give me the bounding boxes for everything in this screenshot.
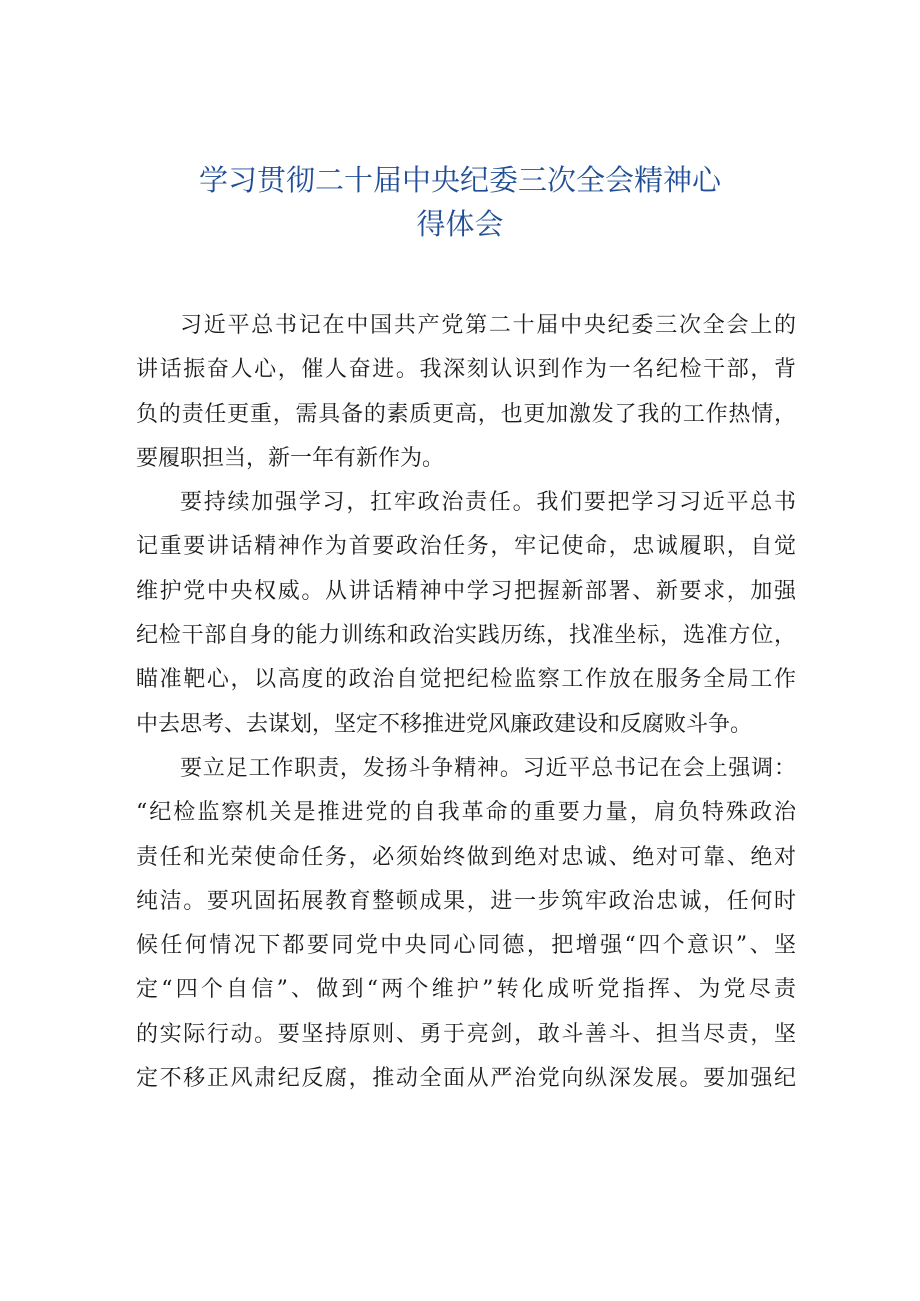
paragraph-line: 中去思考、去谋划，坚定不移推进党风廉政建设和反腐败斗争。 bbox=[136, 711, 753, 737]
paragraph-line: 要立足工作职责，发扬斗争精神。习近平总书记在会上强调： bbox=[180, 755, 796, 781]
paragraph-line: 定“四个自信”、做到“两个维护”转化成听党指挥、为党尽责 bbox=[136, 977, 796, 1003]
paragraph-line: 的实际行动。要坚持原则、勇于亮剑，敢斗善斗、担当尽责，坚 bbox=[136, 1021, 796, 1047]
paragraph-2 bbox=[136, 481, 796, 747]
paragraph-line: 瞄准靶心，以高度的政治自觉把纪检监察工作放在服务全局工作 bbox=[136, 667, 796, 693]
paragraph-line: 维护党中央权威。从讲话精神中学习把握新部署、新要求，加强 bbox=[136, 578, 796, 604]
paragraph-line: “纪检监察机关是推进党的自我革命的重要力量，肩负特殊政治 bbox=[136, 800, 796, 826]
paragraph-3 bbox=[136, 747, 796, 1101]
document-body bbox=[136, 304, 796, 1101]
document-title bbox=[110, 158, 810, 246]
paragraph-line: 习近平总书记在中国共产党第二十届中央纪委三次全会上的 bbox=[180, 313, 796, 338]
paragraph-line: 责任和光荣使命任务，必须始终做到绝对忠诚、绝对可靠、绝对 bbox=[136, 844, 796, 870]
paragraph-line: 要履职担当，新一年有新作为。 bbox=[136, 445, 445, 471]
paragraph-line: 纯洁。要巩固拓展教育整顿成果，进一步筑牢政治忠诚，任何时 bbox=[136, 888, 796, 914]
paragraph-line: 要持续加强学习，扛牢政治责任。我们要把学习习近平总书 bbox=[180, 490, 796, 516]
paragraph-line: 定不移正风肃纪反腐，推动全面从严治党向纵深发展。要加强纪 bbox=[136, 1066, 796, 1092]
paragraph-1 bbox=[136, 304, 796, 481]
paragraph-line: 记重要讲话精神作为首要政治任务，牢记使命，忠诚履职，自觉 bbox=[136, 534, 796, 560]
title-line-1: 学习贯彻二十届中央纪委三次全会精神心 bbox=[198, 163, 721, 197]
title-line-2: 得体会 bbox=[416, 207, 504, 241]
paragraph-line: 讲话振奋人心，催人奋进。我深刻认识到作为一名纪检干部，背 bbox=[136, 357, 796, 383]
paragraph-line: 负的责任更重，需具备的素质更高，也更加激发了我的工作热情， bbox=[136, 401, 796, 427]
paragraph-line: 纪检干部自身的能力训练和政治实践历练，找准坐标，选准方位， bbox=[136, 623, 796, 649]
paragraph-line: 候任何情况下都要同党中央同心同德，把增强“四个意识”、坚 bbox=[136, 933, 796, 959]
